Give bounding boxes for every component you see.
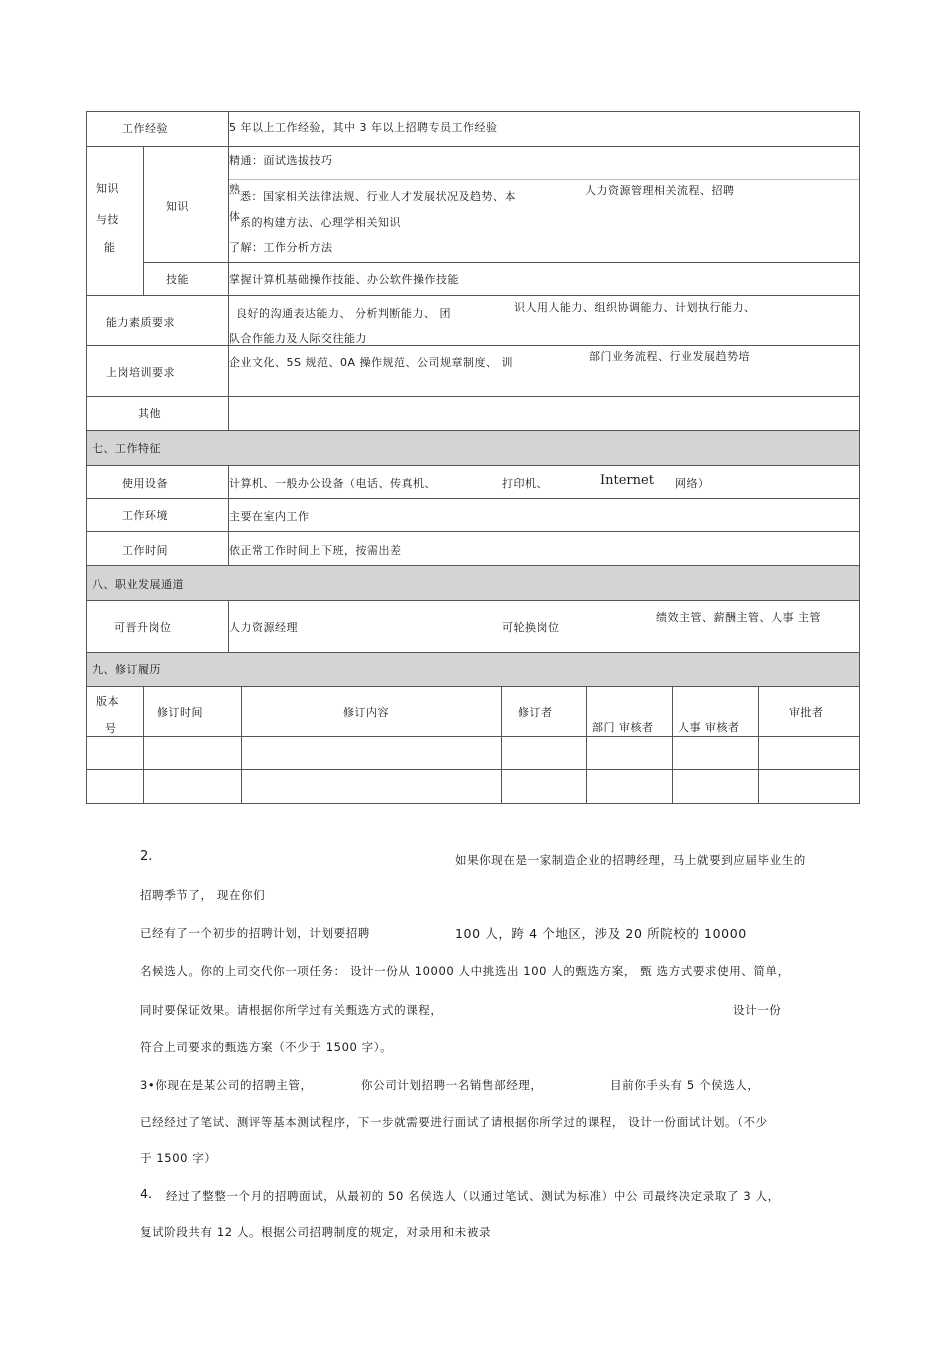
rotate-label: 可轮换岗位: [502, 621, 560, 634]
table-border: [672, 686, 673, 804]
question-text: 经过了整整一个月的招聘面试，从最初的 50 名侯选人（以通过笔试、测试为标准）中公 司最终决定录取了 3 人，: [166, 1189, 780, 1203]
environment-label: 工作环境: [122, 509, 168, 522]
experience-value: 5 年以上工作经验，其中 3 年以上招聘专员工作经验: [229, 121, 498, 134]
section-heading: 七、工作特征: [92, 442, 161, 455]
question-text: 于 1500 字）: [140, 1151, 217, 1165]
revision-header-time: 修订时间: [157, 706, 203, 719]
equipment-value: 计算机、一般办公设备（电话、传真机、: [229, 477, 436, 490]
table-border: [86, 803, 860, 804]
competency-line: 良好的沟通表达能力、 分析判断能力、 团: [236, 307, 451, 320]
table-border: [86, 465, 860, 466]
equipment-value: 网络）: [675, 477, 710, 490]
revision-header-version: 号: [105, 722, 117, 735]
question-number: 4.: [140, 1186, 152, 1201]
table-border: [86, 652, 860, 653]
question-text: 100 人，跨 4 个地区，涉及 20 所院校的 10000: [455, 926, 747, 941]
table-border: [86, 111, 860, 112]
promotion-label: 可晋升岗位: [114, 621, 172, 634]
table-border: [586, 686, 587, 804]
table-border: [758, 686, 759, 804]
table-border: [228, 179, 860, 180]
question-text: 如果你现在是一家制造企业的招聘经理，马上就要到应届毕业生的: [455, 853, 806, 867]
table-border: [143, 686, 144, 804]
table-border: [86, 396, 860, 397]
revision-header-reviser: 修订者: [518, 706, 553, 719]
skill-label: 技能: [166, 273, 189, 286]
experience-label: 工作经验: [122, 122, 168, 135]
question-text: 目前你手头有 5 个侯选人，: [610, 1078, 760, 1092]
question-text: 同时要保证效果。请根据你所学过有关甄选方式的课程，: [140, 1003, 443, 1017]
section9-band: [86, 652, 859, 686]
question-text: 你公司计划招聘一名销售部经理，: [361, 1078, 543, 1092]
table-border: [143, 146, 144, 295]
knowledge-line: 人力资源管理相关流程、招聘: [585, 184, 735, 197]
table-border: [86, 498, 860, 499]
equipment-value: 打印机、: [502, 477, 548, 490]
question-text: 已经有了一个初步的招聘计划，计划要招聘: [140, 926, 370, 940]
revision-header-hr: 人事 审核者: [678, 721, 740, 734]
table-border: [241, 686, 242, 804]
question-text: 已经经过了笔试、测评等基本测试程序，下一步就需要进行面试了请根据你所学过的课程， 设计一份面试计划。（不少: [140, 1115, 768, 1129]
table-border: [86, 736, 860, 737]
revision-header-dept: 部门 审核者: [592, 721, 654, 734]
section-heading: 八、职业发展通道: [92, 578, 184, 591]
table-border: [86, 769, 860, 770]
table-border: [86, 600, 860, 601]
table-border: [859, 111, 860, 804]
question-number: 2.: [140, 849, 153, 864]
knowledge-skill-label: 能: [104, 241, 116, 254]
table-border: [86, 295, 860, 296]
worktime-value: 依正常工作时间上下班，按需出差: [229, 544, 402, 557]
knowledge-line: 了解：工作分析方法: [229, 241, 333, 254]
knowledge-line: 精通：面试选拔技巧: [229, 154, 333, 167]
worktime-label: 工作时间: [122, 544, 168, 557]
revision-header-content: 修订内容: [343, 706, 389, 719]
table-border: [86, 345, 860, 346]
question-text: 设计一份: [733, 1003, 782, 1017]
knowledge-line: 悉：国家相关法律法规、行业人才发展状况及趋势、本: [240, 190, 516, 203]
table-border: [86, 531, 860, 532]
knowledge-skill-label: 与技: [96, 213, 119, 226]
section-heading: 九、修订履历: [92, 663, 161, 676]
question-text: 复试阶段共有 12 人。根据公司招聘制度的规定，对录用和未被录: [140, 1225, 492, 1239]
training-label: 上岗培训要求: [106, 366, 175, 379]
table-border: [501, 686, 502, 804]
table-border: [86, 111, 87, 804]
training-line: 企业文化、5S 规范、0A 操作规范、公司规章制度、 训: [229, 356, 513, 369]
knowledge-line: 熟: [229, 183, 241, 196]
section7-band: [86, 430, 859, 465]
equipment-value: Internet: [600, 473, 654, 488]
question-text: 招聘季节了， 现在你们: [140, 888, 266, 902]
section8-band: [86, 565, 859, 600]
competency-label: 能力素质要求: [106, 316, 175, 329]
knowledge-line: 体: [229, 210, 241, 223]
table-border: [86, 430, 860, 431]
competency-line: 识人用人能力、组织协调能力、计划执行能力、: [514, 301, 756, 314]
knowledge-skill-label: 知识: [96, 182, 119, 195]
equipment-label: 使用设备: [122, 477, 168, 490]
table-border: [86, 146, 860, 147]
table-border: [86, 686, 860, 687]
other-label: 其他: [138, 407, 161, 420]
skill-value: 掌握计算机基础操作技能、办公软件操作技能: [229, 273, 459, 286]
promotion-value: 人力资源经理: [229, 621, 298, 634]
revision-header-approver: 审批者: [789, 706, 824, 719]
training-line: 部门业务流程、行业发展趋势培: [589, 350, 750, 363]
question-text: 符合上司要求的甄选方案（不少于 1500 字）。: [140, 1040, 393, 1054]
table-border: [86, 565, 860, 566]
table-border: [143, 262, 860, 263]
environment-value: 主要在室内工作: [229, 510, 310, 523]
knowledge-line: 系的构建方法、心理学相关知识: [240, 216, 401, 229]
question-text: 3•你现在是某公司的招聘主管，: [140, 1078, 313, 1092]
competency-line: 队合作能力及人际交往能力: [229, 332, 367, 345]
revision-header-version: 版本: [96, 695, 119, 708]
question-text: 名候选人。你的上司交代你一项任务： 设计一份从 10000 人中挑选出 100 人的甄选方案， 甄 选方式要求使用、简单，: [140, 964, 790, 978]
rotate-value: 绩效主管、薪酬主管、人事 主管: [656, 611, 821, 624]
knowledge-label: 知识: [166, 200, 189, 213]
